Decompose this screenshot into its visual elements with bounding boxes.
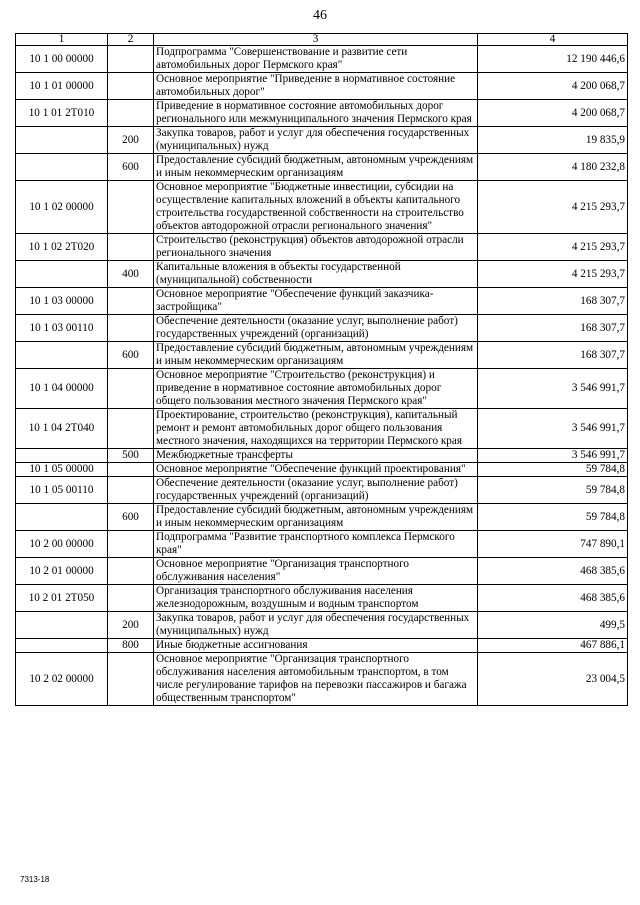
row-code-cell: 10 1 01 2Т010 [16, 100, 108, 127]
row-name-cell: Обеспечение деятельности (оказание услуг, выполнение работ) государственных учреждений (организаций) [154, 315, 478, 342]
header-row [16, 34, 628, 46]
table-row [16, 504, 628, 531]
row-amount-cell: 19 835,9 [478, 127, 628, 154]
table-row [16, 477, 628, 504]
row-amount-cell: 59 784,8 [478, 463, 628, 477]
table-row [16, 409, 628, 449]
row-code-cell: 10 2 01 2Т050 [16, 585, 108, 612]
table-row [16, 46, 628, 73]
row-amount-cell: 168 307,7 [478, 288, 628, 315]
row-amount-cell: 3 546 991,7 [478, 449, 628, 463]
row-expense-type-cell [108, 181, 154, 234]
row-name-cell: Иные бюджетные ассигнования [154, 639, 478, 653]
row-amount-cell: 499,5 [478, 612, 628, 639]
row-amount-cell: 467 886,1 [478, 639, 628, 653]
row-amount-cell: 4 215 293,7 [478, 181, 628, 234]
row-name-cell: Основное мероприятие "Строительство (реконструкция) и приведение в нормативное состояние автомобильных дорог общего пользования местного значения Пермского края" [154, 369, 478, 409]
table-row [16, 234, 628, 261]
row-code-cell: 10 1 04 2Т040 [16, 409, 108, 449]
row-expense-type-cell [108, 653, 154, 706]
table-row [16, 531, 628, 558]
table-row [16, 369, 628, 409]
table-row [16, 639, 628, 653]
row-code-cell: 10 1 04 00000 [16, 369, 108, 409]
row-name-cell: Организация транспортного обслуживания населения железнодорожным, воздушным и водным транспортом [154, 585, 478, 612]
table-row [16, 315, 628, 342]
row-amount-cell: 4 215 293,7 [478, 261, 628, 288]
row-name-cell: Проектирование, строительство (реконструкция), капитальный ремонт и ремонт автомобильных дорог общего пользования местного значения, находящихся на территории Пермского края [154, 409, 478, 449]
row-expense-type-cell [108, 409, 154, 449]
row-expense-type-cell: 800 [108, 639, 154, 653]
row-amount-cell: 468 385,6 [478, 585, 628, 612]
row-expense-type-cell [108, 369, 154, 409]
row-name-cell: Подпрограмма "Совершенствование и развитие сети автомобильных дорог Пермского края" [154, 46, 478, 73]
row-name-cell: Строительство (реконструкция) объектов автодорожной отрасли регионального значения [154, 234, 478, 261]
row-code-cell: 10 1 05 00000 [16, 463, 108, 477]
row-expense-type-cell [108, 463, 154, 477]
row-name-cell: Межбюджетные трансферты [154, 449, 478, 463]
table-row [16, 73, 628, 100]
row-name-cell: Основное мероприятие "Бюджетные инвестиции, субсидии на осуществление капитальных вложений в объекты капитального строительства государственной собственности на строительство объектов автодорожной отрасли регионального значения" [154, 181, 478, 234]
footer-code: 7313-18 [20, 875, 50, 884]
row-code-cell: 10 1 03 00110 [16, 315, 108, 342]
row-expense-type-cell [108, 558, 154, 585]
table-row [16, 463, 628, 477]
row-code-cell: 10 2 02 00000 [16, 653, 108, 706]
row-expense-type-cell: 400 [108, 261, 154, 288]
row-expense-type-cell [108, 531, 154, 558]
row-expense-type-cell [108, 100, 154, 127]
row-name-cell: Подпрограмма "Развитие транспортного комплекса Пермского края" [154, 531, 478, 558]
row-code-cell [16, 504, 108, 531]
row-expense-type-cell: 500 [108, 449, 154, 463]
row-code-cell [16, 154, 108, 181]
row-amount-cell: 468 385,6 [478, 558, 628, 585]
row-code-cell: 10 2 01 00000 [16, 558, 108, 585]
row-name-cell: Закупка товаров, работ и услуг для обеспечения государственных (муниципальных) нужд [154, 612, 478, 639]
row-amount-cell: 12 190 446,6 [478, 46, 628, 73]
row-amount-cell: 168 307,7 [478, 315, 628, 342]
row-expense-type-cell [108, 585, 154, 612]
row-code-cell [16, 449, 108, 463]
row-expense-type-cell: 200 [108, 127, 154, 154]
row-name-cell: Основное мероприятие "Приведение в нормативное состояние автомобильных дорог" [154, 73, 478, 100]
row-code-cell [16, 261, 108, 288]
table-row [16, 154, 628, 181]
row-expense-type-cell: 600 [108, 154, 154, 181]
row-amount-cell: 23 004,5 [478, 653, 628, 706]
row-name-cell: Приведение в нормативное состояние автомобильных дорог регионального или межмуниципального значения Пермского края [154, 100, 478, 127]
header-col-1: 1 [16, 34, 108, 46]
row-name-cell: Предоставление субсидий бюджетным, автономным учреждениям и иным некоммерческим организациям [154, 154, 478, 181]
row-amount-cell: 4 215 293,7 [478, 234, 628, 261]
row-code-cell: 10 1 01 00000 [16, 73, 108, 100]
row-code-cell: 10 1 03 00000 [16, 288, 108, 315]
row-expense-type-cell: 200 [108, 612, 154, 639]
row-name-cell: Основное мероприятие "Обеспечение функций заказчика-застройщика" [154, 288, 478, 315]
table-row [16, 127, 628, 154]
row-amount-cell: 3 546 991,7 [478, 409, 628, 449]
table-row [16, 449, 628, 463]
table-row [16, 612, 628, 639]
row-name-cell: Основное мероприятие "Обеспечение функций проектирования" [154, 463, 478, 477]
header-col-4: 4 [478, 34, 628, 46]
row-amount-cell: 3 546 991,7 [478, 369, 628, 409]
row-name-cell: Основное мероприятие "Организация транспортного обслуживания населения" [154, 558, 478, 585]
table-row [16, 585, 628, 612]
row-code-cell [16, 342, 108, 369]
row-code-cell [16, 127, 108, 154]
row-code-cell [16, 639, 108, 653]
row-expense-type-cell [108, 234, 154, 261]
row-amount-cell: 59 784,8 [478, 504, 628, 531]
row-name-cell: Обеспечение деятельности (оказание услуг, выполнение работ) государственных учреждений (организаций) [154, 477, 478, 504]
header-col-3: 3 [154, 34, 478, 46]
table-row [16, 342, 628, 369]
row-name-cell: Закупка товаров, работ и услуг для обеспечения государственных (муниципальных) нужд [154, 127, 478, 154]
row-code-cell: 10 2 00 00000 [16, 531, 108, 558]
page-number: 46 [313, 8, 327, 23]
row-expense-type-cell [108, 477, 154, 504]
budget-table [15, 33, 628, 706]
row-amount-cell: 59 784,8 [478, 477, 628, 504]
row-name-cell: Предоставление субсидий бюджетным, автономным учреждениям и иным некоммерческим организациям [154, 342, 478, 369]
row-amount-cell: 168 307,7 [478, 342, 628, 369]
row-amount-cell: 4 180 232,8 [478, 154, 628, 181]
row-code-cell [16, 612, 108, 639]
table-row [16, 288, 628, 315]
row-code-cell: 10 1 05 00110 [16, 477, 108, 504]
row-code-cell: 10 1 02 2Т020 [16, 234, 108, 261]
row-expense-type-cell [108, 46, 154, 73]
row-name-cell: Капитальные вложения в объекты государственной (муниципальной) собственности [154, 261, 478, 288]
row-expense-type-cell [108, 315, 154, 342]
row-code-cell: 10 1 02 00000 [16, 181, 108, 234]
table-row [16, 653, 628, 706]
row-amount-cell: 4 200 068,7 [478, 100, 628, 127]
row-expense-type-cell: 600 [108, 504, 154, 531]
row-expense-type-cell: 600 [108, 342, 154, 369]
table-row [16, 261, 628, 288]
row-name-cell: Предоставление субсидий бюджетным, автономным учреждениям и иным некоммерческим организациям [154, 504, 478, 531]
row-expense-type-cell [108, 73, 154, 100]
row-amount-cell: 747 890,1 [478, 531, 628, 558]
row-code-cell: 10 1 00 00000 [16, 46, 108, 73]
table-row [16, 100, 628, 127]
row-amount-cell: 4 200 068,7 [478, 73, 628, 100]
table-row [16, 181, 628, 234]
header-col-2: 2 [108, 34, 154, 46]
table-row [16, 558, 628, 585]
row-name-cell: Основное мероприятие "Организация транспортного обслуживания населения автомобильным транспортом, в том числе регулирование тарифов на перевозки пассажиров и багажа общественным транспортом" [154, 653, 478, 706]
row-expense-type-cell [108, 288, 154, 315]
